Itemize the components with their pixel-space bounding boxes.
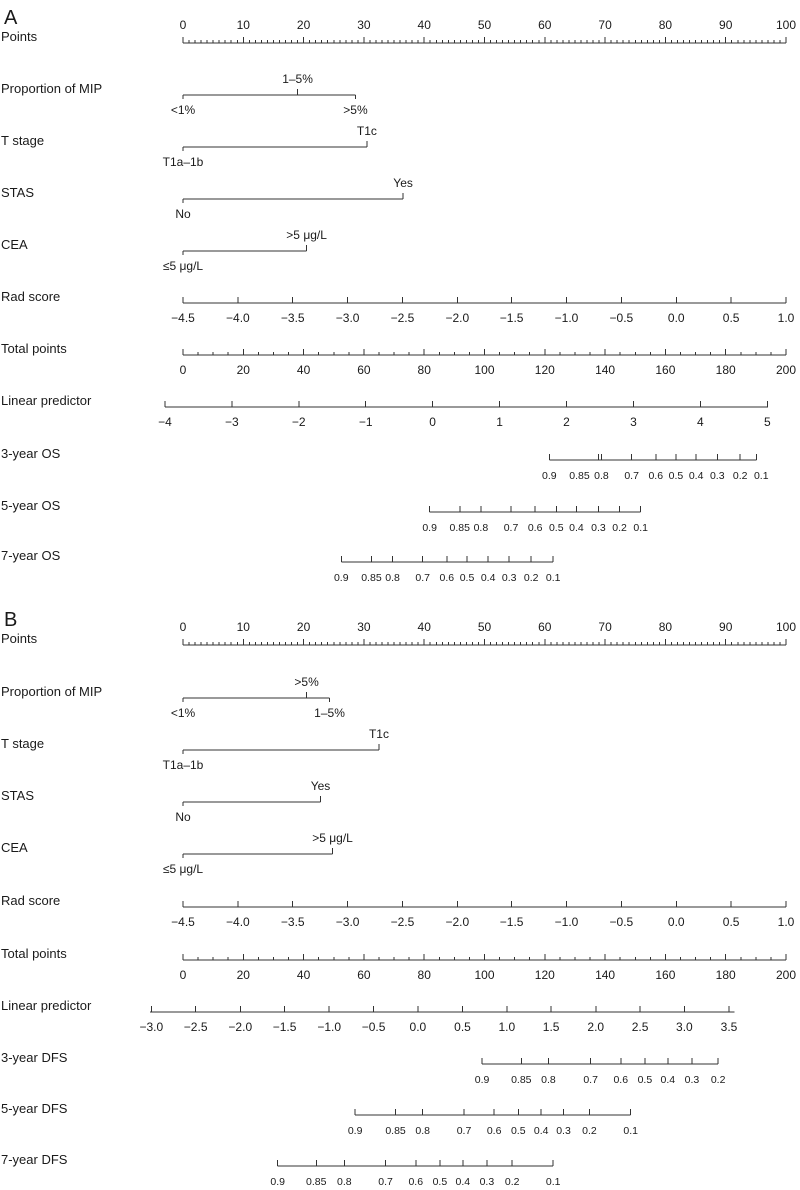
panel-b-3-year-dfs-tick-label: 0.3 (684, 1074, 700, 1086)
panel-b-5-year-dfs-tick-label: 0.3 (556, 1125, 571, 1137)
panel-a-3-year-os-tick-label: 0.4 (688, 470, 704, 482)
panel-a-linear-predictor-tick-label: 3 (630, 415, 637, 429)
panel-a-points-row (1, 18, 796, 44)
panel-a-linear-predictor-tick-label: −2 (291, 415, 306, 429)
panel-a-points-tick-label: 10 (236, 18, 250, 32)
panel-a-rad-score-tick-label: −3.5 (280, 311, 305, 325)
panel-a-t-stage-level-label: T1c (356, 124, 377, 138)
panel-a-rad-score-tick-label: −2.5 (390, 311, 415, 325)
panel-a-5-year-os-tick-label: 0.85 (449, 522, 470, 534)
panel-a-7-year-os-tick-label: 0.5 (459, 572, 475, 584)
panel-a-points-tick-label: 80 (658, 18, 673, 32)
panel-b-proportion-of-mip-row (1, 675, 345, 720)
panel-b-linear-predictor-tick-label: 0.0 (409, 1020, 427, 1034)
panel-a-7-year-os-tick-label: 0.3 (501, 572, 517, 584)
panel-b-7-year-dfs-tick-label: 0.3 (479, 1176, 495, 1188)
panel-a-5-year-os-label: 5-year OS (1, 498, 61, 513)
panel-a-7-year-os-tick-label: 0.4 (480, 572, 496, 584)
panel-a-7-year-os-tick-label: 0.85 (361, 572, 382, 584)
panel-b-5-year-dfs-label: 5-year DFS (1, 1101, 68, 1116)
panel-b-t-stage-row (1, 727, 389, 772)
panel-b-linear-predictor-tick-label: −2.5 (183, 1020, 208, 1034)
panel-a-proportion-of-mip-row (1, 72, 368, 117)
panel-b-cea-level-label: ≤5 μg/L (162, 862, 204, 876)
panel-b-linear-predictor-tick-label: 2.5 (631, 1020, 649, 1034)
panel-b-total-points-tick-label: 100 (474, 968, 495, 982)
panel-a-5-year-os-tick-label: 0.8 (473, 522, 489, 534)
panel-a-linear-predictor-tick-label: 0 (429, 415, 436, 429)
panel-a-7-year-os-tick-label: 0.9 (333, 572, 349, 584)
panel-b-t-stage-label: T stage (1, 736, 45, 751)
panel-b-3-year-dfs-tick-label: 0.7 (583, 1074, 598, 1086)
panel-b-7-year-dfs-tick-label: 0.2 (504, 1176, 520, 1188)
panel-a-7-year-os-tick-label: 0.1 (545, 572, 561, 584)
panel-a-linear-predictor-tick-label: −3 (224, 415, 239, 429)
panel-b-total-points-tick-label: 60 (357, 968, 371, 982)
panel-a-rad-score-tick-label: −1.0 (554, 311, 579, 325)
panel-b-total-points-tick-label: 20 (236, 968, 250, 982)
panel-b-7-year-dfs-tick-label: 0.9 (270, 1176, 285, 1188)
panel-b-rad-score-tick-label: 0.5 (722, 915, 740, 929)
panel-a-total-points-tick-label: 80 (417, 363, 431, 377)
panel-a-5-year-os-tick-label: 0.4 (569, 522, 584, 534)
panel-b-3-year-dfs-row (1, 1050, 726, 1086)
panel-a-total-points-tick-label: 180 (715, 363, 736, 377)
panel-b-linear-predictor-tick-label: 3.5 (720, 1020, 738, 1034)
panel-a-3-year-os-tick-label: 0.8 (594, 470, 609, 482)
panel-a-3-year-os-tick-label: 0.85 (569, 470, 590, 482)
panel-b-3-year-dfs-tick-label: 0.5 (637, 1074, 653, 1086)
panel-b-7-year-dfs-tick-label: 0.6 (408, 1176, 424, 1188)
panel-b-points-tick-label: 50 (477, 620, 492, 634)
panel-b-stas-label: STAS (1, 788, 34, 803)
panel-a-3-year-os-tick-label: 0.3 (709, 470, 725, 482)
panel-b-rad-score-row (1, 893, 795, 929)
panel-a-proportion-of-mip-level-label: >5% (343, 103, 368, 117)
panel-b-points-row (1, 620, 796, 646)
panel-a-rad-score-tick-label: −4.5 (171, 311, 195, 325)
panel-b-letter: B (4, 609, 18, 631)
panel-b-rad-score-tick-label: 1.0 (777, 915, 795, 929)
panel-b-linear-predictor-row (1, 998, 738, 1034)
panel-b-total-points-tick-label: 0 (179, 968, 187, 982)
panel-a-7-year-os-tick-label: 0.6 (439, 572, 455, 584)
panel-b-proportion-of-mip-label: Proportion of MIP (1, 684, 103, 699)
panel-a-rad-score-tick-label: −2.0 (445, 311, 470, 325)
panel-b-cea-level-label: >5 μg/L (312, 831, 353, 845)
panel-b-rad-score-tick-label: −2.5 (390, 915, 415, 929)
panel-a-total-points-tick-label: 120 (534, 363, 555, 377)
panel-a-points-tick-label: 100 (775, 18, 797, 32)
panel-a-points-tick-label: 40 (417, 18, 431, 32)
panel-a-5-year-os-tick-label: 0.7 (503, 522, 519, 534)
panel-a-total-points-tick-label: 20 (236, 363, 250, 377)
panel-b-total-points-tick-label: 80 (417, 968, 431, 982)
panel-a-total-points-tick-label: 160 (655, 363, 676, 377)
panel-a-rad-score-tick-label: −3.0 (335, 311, 360, 325)
panel-a-total-points-tick-label: 40 (296, 363, 311, 377)
panel-a-points-tick-label: 90 (719, 18, 733, 32)
panel-a-total-points-label: Total points (1, 341, 67, 356)
panel-b-3-year-dfs-tick-label: 0.85 (511, 1074, 532, 1086)
panel-b-points-tick-label: 60 (538, 620, 552, 634)
panel-b-5-year-dfs-row (1, 1101, 638, 1137)
panel-a-points-tick-label: 0 (179, 18, 187, 32)
panel-a-7-year-os-label: 7-year OS (1, 548, 61, 563)
panel-b-linear-predictor-tick-label: 1.0 (498, 1020, 516, 1034)
panel-a-cea-label: CEA (1, 237, 28, 252)
panel-a-cea-row (1, 228, 327, 273)
panel-a-7-year-os-row (1, 548, 561, 584)
panel-b-rad-score-tick-label: −4.0 (226, 915, 250, 929)
panel-a-rad-score-tick-label: −0.5 (609, 311, 634, 325)
panel-a-7-year-os-tick-label: 0.7 (415, 572, 430, 584)
panel-b-rad-score-tick-label: 0.0 (667, 915, 685, 929)
panel-b-5-year-dfs-tick-label: 0.1 (623, 1125, 639, 1137)
panel-b-3-year-dfs-tick-label: 0.2 (710, 1074, 726, 1086)
panel-a-stas-level-label: No (175, 207, 191, 221)
panel-a-total-points-tick-label: 200 (775, 363, 797, 377)
panel-a-rad-score-label: Rad score (1, 289, 61, 304)
panel-b-total-points-tick-label: 180 (715, 968, 736, 982)
panel-a-linear-predictor-tick-label: 2 (563, 415, 570, 429)
panel-a-3-year-os-tick-label: 0.5 (668, 470, 684, 482)
panel-a-rad-score-tick-label: 0.0 (667, 311, 685, 325)
panel-a-linear-predictor-tick-label: −1 (358, 415, 373, 429)
panel-b-7-year-dfs-tick-label: 0.1 (545, 1176, 561, 1188)
panel-b-3-year-dfs-tick-label: 0.6 (613, 1074, 629, 1086)
panel-a-3-year-os-tick-label: 0.9 (542, 470, 557, 482)
panel-a-points-label: Points (1, 29, 38, 44)
panel-b-points-tick-label: 20 (296, 620, 311, 634)
panel-a-linear-predictor-tick-label: −4 (158, 415, 172, 429)
panel-b-cea-label: CEA (1, 840, 28, 855)
panel-b-5-year-dfs-tick-label: 0.8 (415, 1125, 430, 1137)
panel-a-points-tick-label: 30 (357, 18, 371, 32)
panel-b-stas-level-label: Yes (310, 779, 331, 793)
panel-a-linear-predictor-tick-label: 4 (697, 415, 704, 429)
panel-a-total-points-tick-label: 60 (357, 363, 371, 377)
panel-b-5-year-dfs-tick-label: 0.2 (582, 1125, 597, 1137)
panel-b-5-year-dfs-tick-label: 0.4 (533, 1125, 549, 1137)
panel-b-points-tick-label: 100 (775, 620, 797, 634)
panel-b-rad-score-tick-label: −0.5 (609, 915, 634, 929)
panel-b-rad-score-tick-label: −2.0 (445, 915, 470, 929)
panel-b-linear-predictor-tick-label: 2.0 (587, 1020, 605, 1034)
panel-b-7-year-dfs-row (1, 1152, 561, 1188)
panel-b-7-year-dfs-tick-label: 0.8 (336, 1176, 352, 1188)
panel-a-linear-predictor-label: Linear predictor (1, 393, 92, 408)
panel-a-t-stage-label: T stage (1, 133, 45, 148)
panel-b-total-points-tick-label: 200 (775, 968, 797, 982)
panel-a-total-points-tick-label: 140 (595, 363, 616, 377)
panel-a-t-stage-row (1, 124, 377, 169)
panel-a-linear-predictor-tick-label: 5 (763, 415, 771, 429)
panel-b-linear-predictor-tick-label: 3.0 (676, 1020, 693, 1034)
panel-a-5-year-os-tick-label: 0.6 (527, 522, 543, 534)
panel-b-5-year-dfs-tick-label: 0.85 (385, 1125, 406, 1137)
panel-b-rad-score-tick-label: −3.0 (335, 915, 360, 929)
panel-b-7-year-dfs-label: 7-year DFS (1, 1152, 68, 1167)
panel-b-points-label: Points (1, 631, 38, 646)
panel-b-total-points-label: Total points (1, 946, 67, 961)
panel-a-3-year-os-tick-label: 0.1 (753, 470, 769, 482)
panel-a-5-year-os-tick-label: 0.2 (612, 522, 627, 534)
panel-a-total-points-row (1, 341, 796, 377)
panel-a-5-year-os-row (1, 498, 648, 534)
panel-a-5-year-os-tick-label: 0.3 (591, 522, 606, 534)
panel-a-7-year-os-tick-label: 0.2 (523, 572, 539, 584)
panel-b-total-points-tick-label: 140 (595, 968, 616, 982)
panel-b-linear-predictor-tick-label: −1.5 (272, 1020, 297, 1034)
panel-a-5-year-os-tick-label: 0.1 (633, 522, 648, 534)
panel-a-stas-level-label: Yes (393, 176, 413, 190)
panel-b-total-points-tick-label: 40 (296, 968, 311, 982)
panel-a-rad-score-row (1, 289, 795, 325)
panel-b-total-points-tick-label: 120 (534, 968, 555, 982)
panel-b-5-year-dfs-tick-label: 0.9 (347, 1125, 363, 1137)
panel-a-3-year-os-row (1, 446, 769, 482)
panel-a-rad-score-tick-label: −1.5 (499, 311, 524, 325)
panel-b-rad-score-tick-label: −4.5 (171, 915, 195, 929)
panel-b-t-stage-level-label: T1a–1b (162, 758, 204, 772)
panel-b-proportion-of-mip-level-label: <1% (170, 706, 196, 720)
panel-a-linear-predictor-row (1, 393, 771, 429)
panel-a-points-tick-label: 70 (598, 18, 612, 32)
panel-a-5-year-os-tick-label: 0.9 (422, 522, 437, 534)
panel-a-3-year-os-tick-label: 0.2 (732, 470, 748, 482)
panel-a-total-points-tick-label: 0 (179, 363, 187, 377)
panel-a-linear-predictor-tick-label: 1 (496, 415, 503, 429)
panel-a-3-year-os-tick-label: 0.6 (648, 470, 664, 482)
panel-b-linear-predictor-tick-label: 0.5 (454, 1020, 471, 1034)
panel-b-linear-predictor-tick-label: −3.0 (139, 1020, 164, 1034)
panel-a-3-year-os-tick-label: 0.7 (624, 470, 639, 482)
panel-a-stas-label: STAS (1, 185, 34, 200)
panel-b-t-stage-level-label: T1c (368, 727, 389, 741)
panel-b-nomogram (1, 620, 796, 1188)
panel-a-7-year-os-tick-label: 0.8 (385, 572, 400, 584)
panel-b-3-year-dfs-label: 3-year DFS (1, 1050, 68, 1065)
panel-b-points-tick-label: 10 (236, 620, 250, 634)
panel-b-5-year-dfs-tick-label: 0.5 (510, 1125, 526, 1137)
panel-b-proportion-of-mip-level-label: >5% (294, 675, 319, 689)
panel-b-7-year-dfs-tick-label: 0.85 (306, 1176, 327, 1188)
panel-b-points-tick-label: 40 (417, 620, 431, 634)
panel-b-3-year-dfs-tick-label: 0.9 (474, 1074, 490, 1086)
panel-b-stas-row (1, 779, 330, 824)
panel-b-rad-score-tick-label: −1.0 (554, 915, 579, 929)
panel-b-points-tick-label: 80 (658, 620, 673, 634)
panel-a-cea-level-label: >5 μg/L (286, 228, 327, 242)
panel-a-points-tick-label: 60 (538, 18, 552, 32)
panel-b-rad-score-tick-label: −1.5 (499, 915, 524, 929)
panel-a-proportion-of-mip-label: Proportion of MIP (1, 81, 103, 96)
panel-b-3-year-dfs-tick-label: 0.8 (541, 1074, 556, 1086)
panel-b-cea-row (1, 831, 353, 876)
panel-b-stas-level-label: No (175, 810, 191, 824)
panel-b-5-year-dfs-tick-label: 0.7 (456, 1125, 472, 1137)
panel-a-rad-score-tick-label: 0.5 (722, 311, 740, 325)
panel-a-nomogram (1, 18, 796, 584)
panel-b-points-tick-label: 90 (719, 620, 733, 634)
panel-a-points-tick-label: 20 (296, 18, 311, 32)
panel-a-cea-level-label: ≤5 μg/L (162, 259, 204, 273)
panel-b-linear-predictor-tick-label: −0.5 (361, 1020, 386, 1034)
panel-b-proportion-of-mip-level-label: 1–5% (314, 706, 345, 720)
panel-b-7-year-dfs-tick-label: 0.7 (378, 1176, 393, 1188)
panel-b-7-year-dfs-tick-label: 0.5 (432, 1176, 448, 1188)
panel-b-total-points-row (1, 946, 796, 982)
panel-a-proportion-of-mip-level-label: <1% (170, 103, 196, 117)
panel-b-points-tick-label: 30 (357, 620, 371, 634)
panel-b-linear-predictor-tick-label: −2.0 (228, 1020, 253, 1034)
panel-b-5-year-dfs-tick-label: 0.6 (486, 1125, 502, 1137)
panel-b-points-tick-label: 70 (598, 620, 612, 634)
panel-b-3-year-dfs-tick-label: 0.4 (660, 1074, 676, 1086)
panel-b-linear-predictor-label: Linear predictor (1, 998, 92, 1013)
panel-a-3-year-os-label: 3-year OS (1, 446, 61, 461)
panel-a-rad-score-tick-label: −4.0 (226, 311, 250, 325)
panel-a-total-points-tick-label: 100 (474, 363, 495, 377)
panel-b-points-tick-label: 0 (179, 620, 187, 634)
panel-a-5-year-os-tick-label: 0.5 (548, 522, 564, 534)
panel-a-stas-row (1, 176, 413, 221)
panel-b-rad-score-tick-label: −3.5 (280, 915, 305, 929)
panel-a-t-stage-level-label: T1a–1b (162, 155, 204, 169)
panel-a-rad-score-tick-label: 1.0 (777, 311, 795, 325)
panel-a-proportion-of-mip-level-label: 1–5% (282, 72, 313, 86)
panel-a-letter: A (4, 7, 18, 29)
panel-b-linear-predictor-tick-label: 1.5 (542, 1020, 560, 1034)
panel-b-rad-score-label: Rad score (1, 893, 61, 908)
panel-b-7-year-dfs-tick-label: 0.4 (455, 1176, 471, 1188)
panel-b-total-points-tick-label: 160 (655, 968, 676, 982)
panel-b-linear-predictor-tick-label: −1.0 (317, 1020, 342, 1034)
panel-a-points-tick-label: 50 (477, 18, 492, 32)
